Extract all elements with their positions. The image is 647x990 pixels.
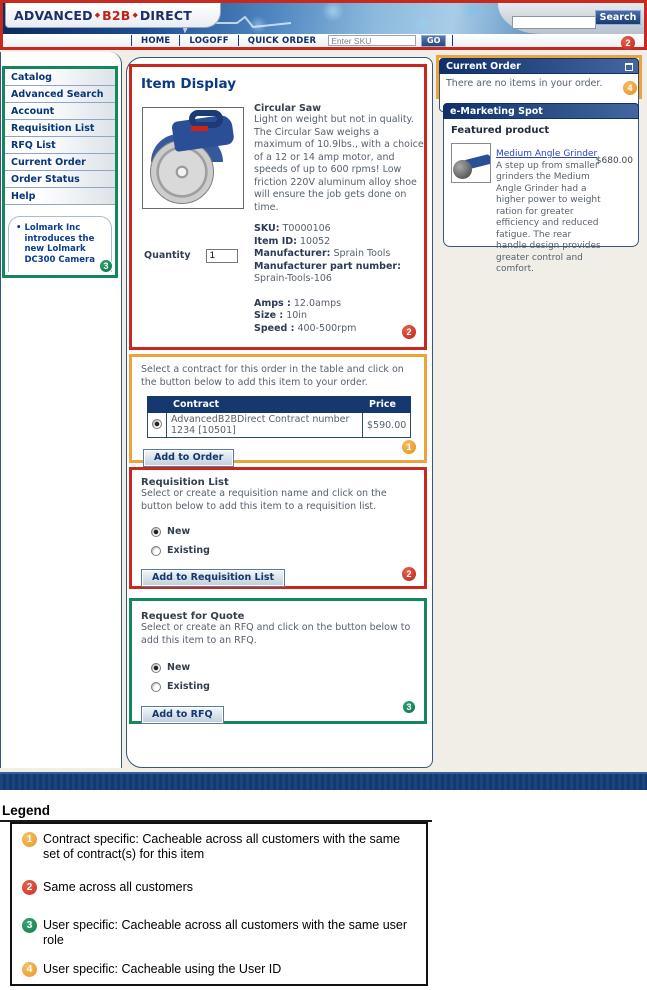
banner <box>3 3 644 34</box>
go-button[interactable]: GO <box>421 35 446 47</box>
legend-text-2: Same across all customers <box>43 880 194 894</box>
requisition-existing-label: Existing <box>167 545 210 556</box>
legend-item-4 <box>22 962 419 977</box>
header-annotation-box <box>0 0 647 50</box>
rfq-options <box>141 662 415 692</box>
legend-section <box>0 803 647 976</box>
logo-diamond-icon: ◆ <box>94 11 101 19</box>
news-announcement-text: Lolmark Inc introduces the new Lolmark DC300 Camera <box>24 223 95 265</box>
contract-price-cell: $590.00 <box>363 413 411 438</box>
manufacturer-value: Sprain Tools <box>333 248 391 259</box>
annotation-badge-3: 3 <box>99 259 113 273</box>
bullet-icon: • <box>16 223 22 233</box>
page-title: Item Display <box>141 76 237 92</box>
legend-text-4: User specific: Cacheable using the User ID <box>43 962 282 976</box>
top-navigation-bar <box>3 34 644 47</box>
saw-brand-label <box>191 126 208 131</box>
sidebar-item-catalog[interactable]: Catalog <box>5 69 115 86</box>
emarketing-spot-title: e-Marketing Spot <box>450 106 543 117</box>
item-id-value: 10052 <box>299 235 331 247</box>
current-order-empty-message: There are no items in your order. <box>446 78 603 89</box>
footer-bar <box>0 772 647 790</box>
news-announcement-link[interactable] <box>14 223 108 265</box>
sidebar-item-help[interactable]: Help <box>5 188 115 205</box>
rfq-annotation-box <box>129 598 427 724</box>
legend-badge-3: 3 <box>22 918 37 933</box>
annotation-badge-1: 1 <box>402 440 416 454</box>
price-column-header: Price <box>363 397 411 413</box>
size-label: Size : <box>254 310 284 321</box>
legend-text-3: User specific: Cacheable across all customers with the same user role <box>43 918 408 947</box>
contract-radio-button[interactable] <box>152 419 162 429</box>
amps-label: Amps : <box>254 297 291 309</box>
legend-item-3 <box>22 918 419 948</box>
main-content-panel <box>126 57 433 768</box>
requisition-options <box>141 526 415 556</box>
store-page-body <box>0 50 647 790</box>
current-order-annotation-box <box>436 55 642 99</box>
logo-text-advanced: ADVANCED <box>14 7 93 23</box>
legend-box <box>10 822 428 986</box>
radio-row <box>151 526 415 537</box>
rfq-new-label: New <box>167 662 191 673</box>
nav-home-link[interactable]: HOME <box>141 35 171 46</box>
size-value: 10in <box>286 310 307 321</box>
contract-annotation-box <box>129 354 427 463</box>
sku-label: SKU: <box>254 223 280 234</box>
product-identifiers <box>254 223 426 286</box>
legend-text-1: Contract specific: Cacheable across all customers with the same set of contract(s) for this item <box>43 832 401 861</box>
sidebar-item-advanced-search[interactable]: Advanced Search <box>5 86 115 103</box>
add-to-rfq-button[interactable]: Add to RFQ <box>141 706 224 724</box>
featured-product-description: A step up from smaller grinders the Medium Angle Grinder had a higher power to weight ration for greater efficiency and reduced fatigue. The rear handle design provides greater control and comfort. <box>496 160 601 274</box>
add-to-requisition-list-button[interactable]: Add to Requisition List <box>141 569 285 587</box>
requisition-new-label: New <box>167 526 191 537</box>
table-row <box>148 413 411 438</box>
legend-item-2 <box>22 880 419 895</box>
product-name: Circular Saw <box>254 103 321 114</box>
sidebar-item-rfq-list[interactable]: RFQ List <box>5 137 115 154</box>
requisition-annotation-box <box>129 467 427 589</box>
search-area <box>498 3 644 34</box>
annotation-badge-2: 2 <box>402 325 416 339</box>
radio-row <box>151 681 415 692</box>
legend-title: Legend <box>2 803 51 818</box>
emarketing-spot-body <box>443 119 639 274</box>
featured-product-price: $680.00 <box>595 156 633 166</box>
legend-item-1 <box>22 832 419 862</box>
store-logo <box>5 3 221 28</box>
speed-value: 400-500rpm <box>297 322 357 334</box>
rfq-instructions: Select or create an RFQ and click on the button below to add this item to an RFQ. <box>141 622 411 646</box>
quick-order-label: QUICK ORDER <box>247 35 317 46</box>
item-id-label: Item ID: <box>254 235 297 247</box>
quick-order-sku-input[interactable] <box>328 35 416 46</box>
item-display-annotation-box <box>129 64 427 350</box>
emarketing-spot-header <box>443 103 639 119</box>
part-number-value: Sprain-Tools-106 <box>254 273 332 284</box>
circular-saw-image <box>142 107 244 209</box>
grinder-disc <box>453 160 472 179</box>
amps-value: 12.0amps <box>293 297 342 309</box>
requisition-instructions: Select or create a requisition name and click on the button below to add this item to a requisition list. <box>141 488 387 512</box>
requisition-existing-radio[interactable] <box>151 546 161 556</box>
current-order-header <box>439 58 639 74</box>
requisition-new-radio[interactable] <box>151 527 161 537</box>
product-description: Light on weight but not in quality. The Circular Saw weighs a maximum of 10.9lbs., with a choice of a 12 or 14 amp motor, and speeds of up to 600 rpms! Low friction 220V aluminum alloy shoe will ensure the job gets done on time. <box>254 114 424 213</box>
logo-text-b2b: B2B <box>102 7 131 23</box>
left-sidebar <box>0 52 122 768</box>
sidebar-annotation-box <box>2 66 118 278</box>
contract-table <box>147 396 411 438</box>
sku-value: T0000106 <box>282 223 331 234</box>
search-button[interactable]: Search <box>595 10 641 25</box>
legend-badge-4: 4 <box>22 962 37 977</box>
table-corner-cell <box>148 397 167 413</box>
nav-divider <box>452 35 453 46</box>
featured-product-link[interactable]: Medium Angle Grinder <box>496 149 598 159</box>
radio-row <box>151 545 415 556</box>
annotation-badge-2: 2 <box>621 36 635 50</box>
news-panel <box>8 216 112 272</box>
product-info-column <box>254 103 426 335</box>
logo-text-direct: DIRECT <box>139 7 192 23</box>
logo-diamond-icon: ◆ <box>132 11 138 19</box>
grinder-image <box>451 143 491 183</box>
requisition-title: Requisition List <box>141 477 229 488</box>
radio-row <box>151 662 415 673</box>
contract-instructions: Select a contract for this order in the table and click on the button below to add this item to your order. <box>141 364 404 388</box>
rfq-existing-radio[interactable] <box>151 682 161 692</box>
emarketing-spot-panel <box>443 103 639 274</box>
quantity-row <box>144 243 238 263</box>
search-input[interactable] <box>512 16 596 29</box>
contract-name-cell: AdvancedB2BDirect Contract number 1234 [10501] <box>167 413 363 438</box>
rfq-new-radio[interactable] <box>151 663 161 673</box>
add-to-order-button[interactable]: Add to Order <box>143 449 234 467</box>
manufacturer-label: Manufacturer: <box>254 248 331 259</box>
current-order-title: Current Order <box>446 61 521 72</box>
annotation-badge-2: 2 <box>402 567 416 581</box>
maximize-icon[interactable] <box>625 63 633 71</box>
featured-product-info <box>496 141 604 276</box>
featured-product-heading: Featured product <box>451 125 550 136</box>
nav-logoff-link[interactable]: LOGOFF <box>189 35 229 46</box>
speed-label: Speed : <box>254 322 295 334</box>
product-attributes <box>254 298 426 336</box>
sidebar-item-account[interactable]: Account <box>5 103 115 120</box>
legend-badge-2: 2 <box>22 880 37 895</box>
contract-column-header: Contract <box>167 397 363 413</box>
quantity-label: Quantity <box>144 250 191 261</box>
sidebar-item-order-status[interactable]: Order Status <box>5 171 115 188</box>
legend-badge-1: 1 <box>22 832 37 847</box>
part-number-label: Manufacturer part number: <box>254 260 401 272</box>
rfq-existing-label: Existing <box>167 681 210 692</box>
sidebar-item-current-order[interactable]: Current Order <box>5 154 115 171</box>
contract-radio-cell <box>148 413 167 438</box>
quantity-input[interactable] <box>206 249 238 263</box>
rfq-title: Request for Quote <box>141 611 245 622</box>
annotation-badge-4: 4 <box>623 81 637 95</box>
sidebar-item-requisition-list[interactable]: Requisition List <box>5 120 115 137</box>
annotation-badge-3: 3 <box>402 700 416 714</box>
